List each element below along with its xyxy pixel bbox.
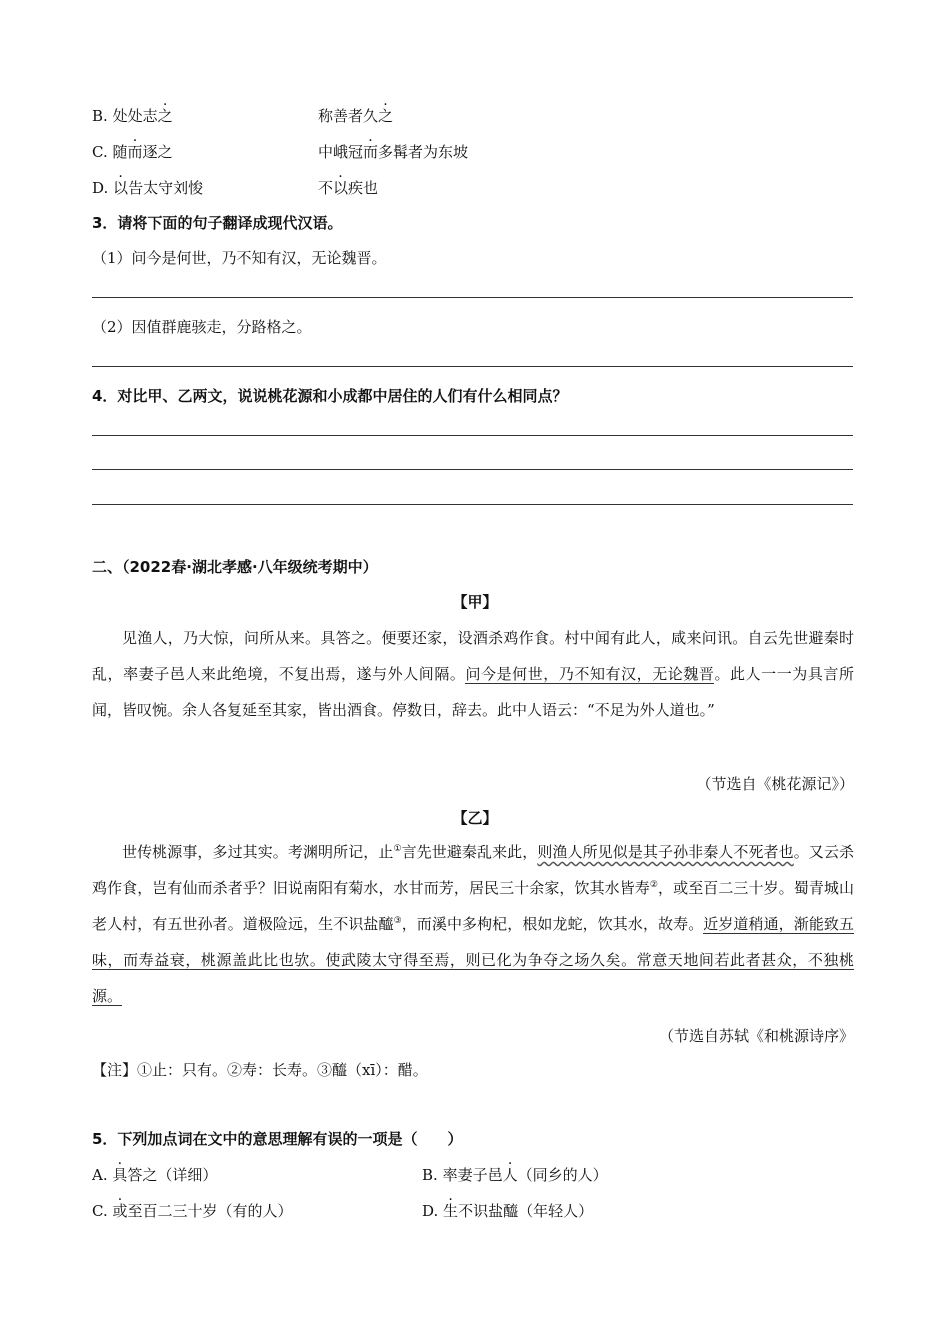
answer-line[interactable] xyxy=(92,435,853,436)
text: 率妻子邑 xyxy=(442,1166,503,1184)
text: 多髯者为东坡 xyxy=(378,143,469,161)
dotted-char: 之 xyxy=(157,107,173,125)
dotted-char: 之 xyxy=(378,107,394,125)
option-label: B. xyxy=(92,107,108,125)
footnote-mark: ① xyxy=(393,844,402,854)
q3-sentence-2: （2）因值群鹿骇走，分路格之。 xyxy=(92,318,312,336)
answer-line[interactable] xyxy=(92,366,853,367)
underlined-sentence: 近岁道稍通，渐能致五味，而寿益衰，桃源盖此比也欤。使武陵太守得至焉，则已化为争夺之场久矣。常意天地间若此者甚众，不独桃源。 xyxy=(92,915,854,1005)
dotted-char: 具 xyxy=(112,1166,128,1184)
text: 中峨冠 xyxy=(318,143,364,161)
dotted-char: 以 xyxy=(333,179,349,197)
q2-option-d-right xyxy=(318,177,378,199)
dotted-char: 而 xyxy=(127,143,143,161)
text: 。又云杀鸡作食，岂有仙而杀者乎？旧说南阳有菊水，水甘而芳，居民三十余家，饮其水皆寿 xyxy=(92,843,854,897)
text: 告太守刘悛 xyxy=(128,179,204,197)
footnote-mark: ② xyxy=(649,880,659,890)
text: ，而溪中多枸杞，根如龙蛇，饮其水，故寿。 xyxy=(401,915,704,933)
option-label: B. xyxy=(422,1166,438,1184)
text: 不 xyxy=(318,179,334,197)
text: 见渔人，乃大惊，问所从来。具答之。便要还家，设酒杀鸡作食。村中闻有此人，咸来问讯。自云先世避秦时乱，率妻子邑人来此绝境，不复出焉，遂与外人间隔。 xyxy=(92,629,854,683)
text: 答之（详细） xyxy=(127,1166,218,1184)
option-label: D. xyxy=(92,179,109,197)
text: 不识盐醯（年轻人） xyxy=(458,1202,594,1220)
text: 。此人一一为具言所闻，皆叹惋。余人各复延至其家，皆出酒食。停数日，辞去。此中人语云：“不足为外人道也。” xyxy=(92,665,854,719)
text: 随 xyxy=(112,143,128,161)
answer-line[interactable] xyxy=(92,469,853,470)
q2-option-c-left xyxy=(92,141,173,163)
q4-title: 4．对比甲、乙两文，说说桃花源和小成都中居住的人们有什么相同点？ xyxy=(92,387,568,405)
q2-option-c-right xyxy=(318,141,468,163)
dotted-char: 以 xyxy=(113,179,129,197)
text: 世传桃源事，多过其实。考渊明所记，止 xyxy=(122,843,394,861)
q5-title: 5．下列加点词在文中的意思理解有误的一项是（ ） xyxy=(92,1130,463,1148)
answer-line[interactable] xyxy=(92,297,853,298)
jia-source: （节选自《桃花源记》） xyxy=(696,775,854,793)
dotted-char: 生 xyxy=(443,1202,459,1220)
option-label: D. xyxy=(422,1202,439,1220)
q2-option-d-left xyxy=(92,177,203,199)
option-label: C. xyxy=(92,1202,108,1220)
underlined-sentence: 问今是何世，乃不知有汉，无论魏晋 xyxy=(465,665,715,683)
yi-label: 【乙】 xyxy=(452,809,498,827)
dotted-char: 而 xyxy=(363,143,379,161)
q5-option-d[interactable] xyxy=(422,1200,593,1222)
text: 称善者久 xyxy=(318,107,379,125)
yi-source: （节选自苏轼《和桃源诗序》 xyxy=(658,1027,854,1045)
text: 疾也 xyxy=(348,179,379,197)
text: 逐之 xyxy=(142,143,173,161)
text: 言先世避秦乱来此， xyxy=(401,843,538,861)
text: 处处志 xyxy=(112,107,158,125)
jia-label: 【甲】 xyxy=(452,593,498,611)
footnote-mark: ③ xyxy=(393,916,402,926)
option-label: C. xyxy=(92,143,108,161)
q3-title: 3．请将下面的句子翻译成现代汉语。 xyxy=(92,214,343,232)
q2-option-b-right xyxy=(318,105,393,127)
footnote: 【注】①止：只有。②寿：长寿。③醯（xī）：醋。 xyxy=(92,1061,428,1079)
jia-passage xyxy=(92,620,854,728)
text: （同乡的人） xyxy=(517,1166,608,1184)
option-label: A. xyxy=(92,1166,108,1184)
yi-passage xyxy=(92,834,854,1014)
q2-option-b-left xyxy=(92,105,173,127)
q5-option-c[interactable] xyxy=(92,1200,293,1222)
section-heading: 二、（2022春·湖北孝感·八年级统考期中） xyxy=(92,558,378,576)
dotted-char: 或 xyxy=(112,1202,128,1220)
q5-option-b[interactable] xyxy=(422,1164,608,1186)
answer-line[interactable] xyxy=(92,504,853,505)
text: ，或至百二三十岁。蜀青城山老人村，有五世孙者。道极险远，生不识盐醯 xyxy=(92,879,854,933)
q3-sentence-1: （1）问今是何世，乃不知有汉，无论魏晋。 xyxy=(92,249,387,267)
dotted-char: 人 xyxy=(502,1166,518,1184)
q5-option-a[interactable] xyxy=(92,1164,217,1186)
text: 至百二三十岁（有的人） xyxy=(127,1202,293,1220)
wavy-underlined-sentence: 则渔人所见似是其子孙非秦人不死者也 xyxy=(537,843,794,861)
